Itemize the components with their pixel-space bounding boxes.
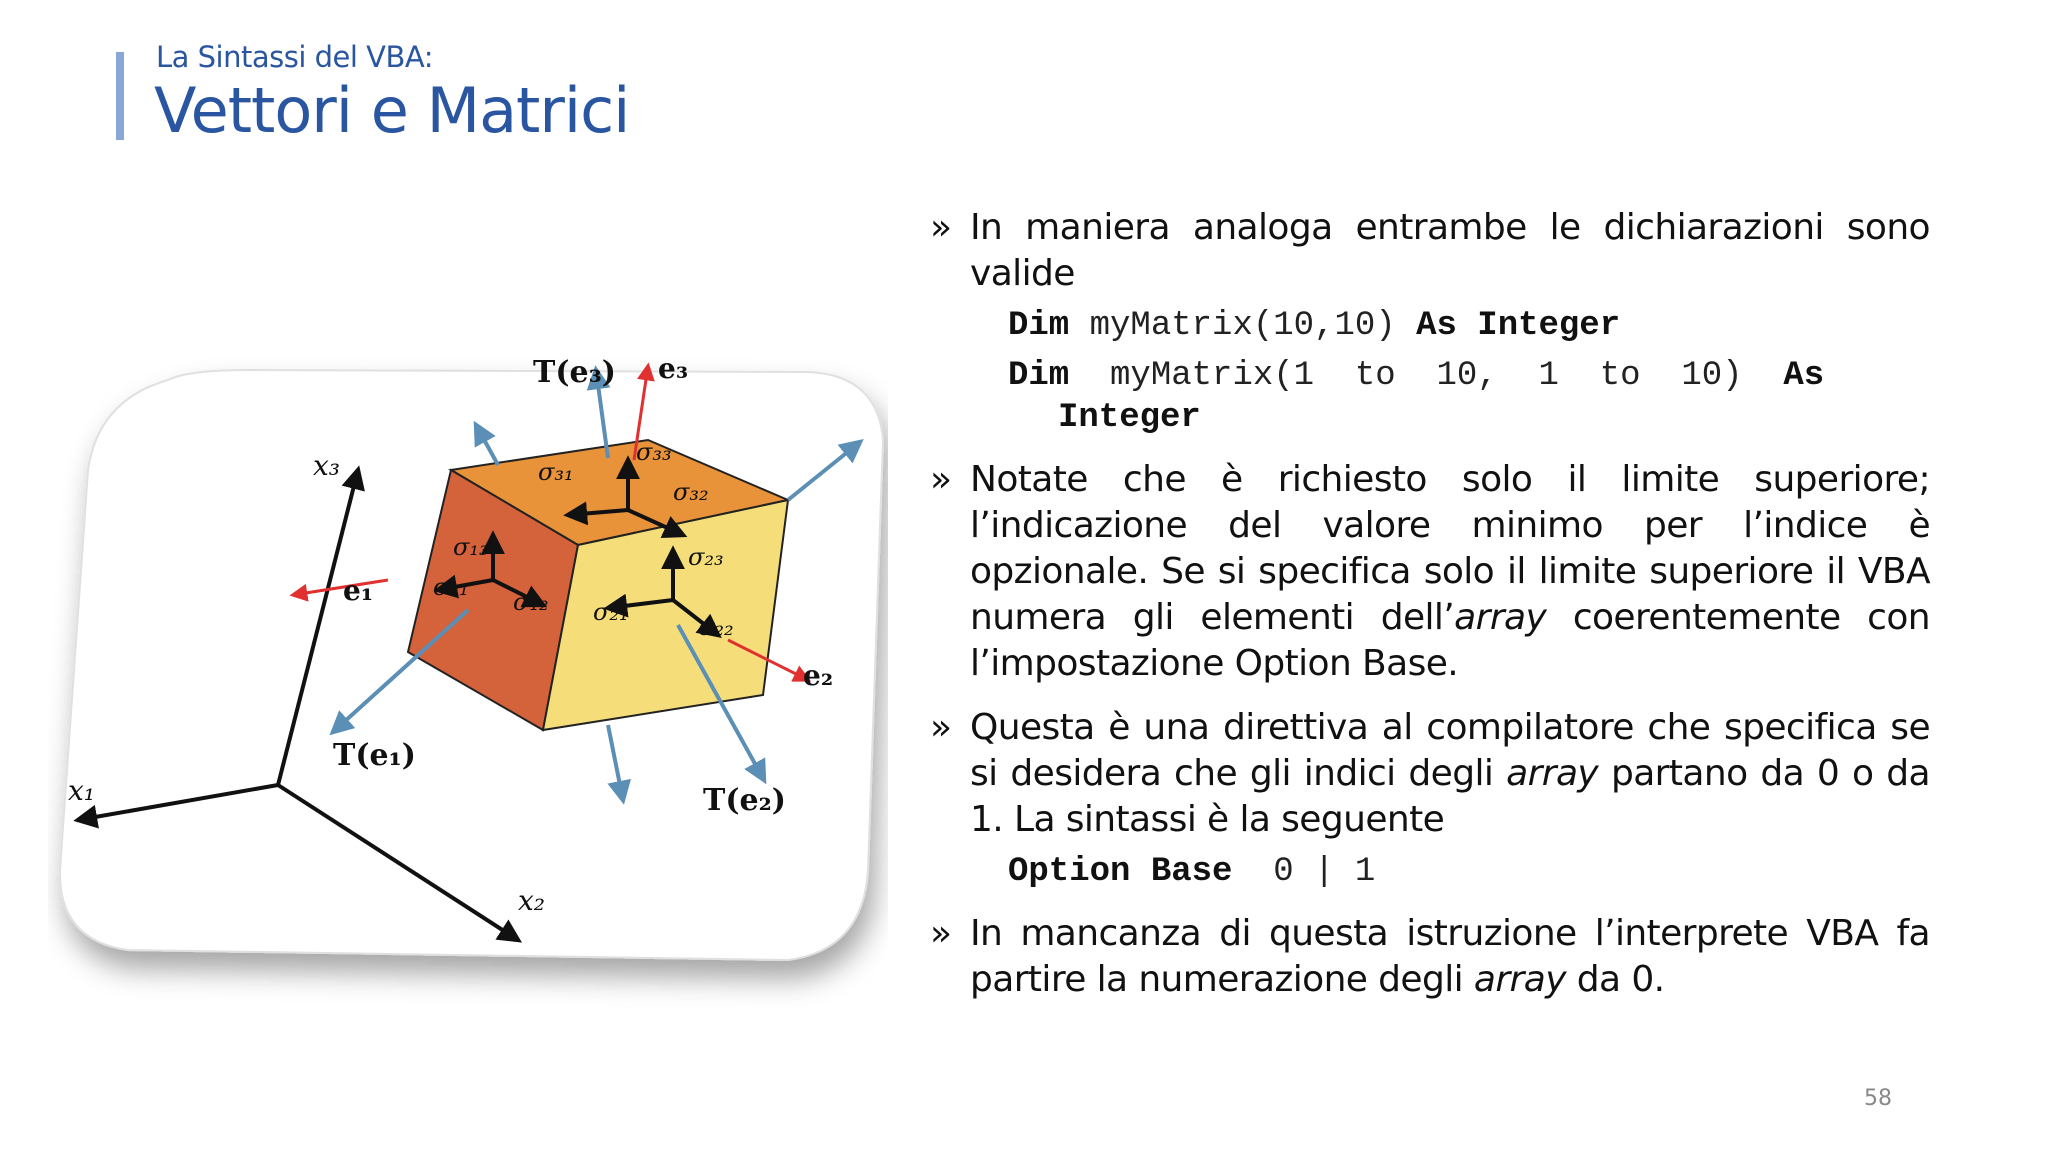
bullet-2-text-end: coerentemente con l’impostazione Option Base. — [970, 597, 1930, 684]
label-t-e3: T(e₃) — [533, 355, 616, 390]
bullet-3 — [930, 705, 1930, 843]
label-e2: e₂ — [803, 659, 834, 692]
label-s33: σ₃₃ — [636, 438, 672, 466]
code-keyword: Dim — [1008, 307, 1070, 345]
code-line-1 — [930, 305, 1930, 347]
slide-title: Vettori e Matrici — [154, 74, 630, 147]
label-x2: x₂ — [518, 884, 546, 917]
slide-content — [930, 205, 1930, 1003]
label-s21: σ₂₁ — [593, 598, 629, 626]
bullet-4 — [930, 911, 1930, 1003]
bullet-marker: » — [930, 707, 952, 748]
stress-tensor-diagram — [48, 350, 888, 1010]
title-accent-bar — [116, 52, 124, 140]
label-e1: e₁ — [343, 574, 374, 607]
label-s31: σ₃₁ — [538, 458, 574, 486]
code-keyword: Integer — [1058, 399, 1201, 437]
label-s23: σ₂₃ — [688, 543, 724, 571]
label-t-e2: T(e₂) — [703, 783, 786, 818]
code-line-3 — [930, 851, 1930, 893]
bullet-2-text: Notate che è richiesto solo il limite superiore; l’indicazione del valore minimo per l’indice è opzionale. Se si specifica solo il limite superiore il VBA numera gli elementi dell’ — [970, 459, 1930, 638]
bullet-3-text-end: partano da 0 o da 1. La sintassi è la seguente — [970, 753, 1930, 840]
label-s32: σ₃₂ — [673, 478, 709, 506]
label-x1: x₁ — [68, 774, 96, 807]
code-keyword: Option Base — [1008, 853, 1233, 891]
bullet-2-emph: array — [1454, 597, 1547, 638]
stress-tensor-figure — [48, 350, 888, 1010]
label-s12: σ₁₂ — [513, 588, 549, 616]
code-keyword: As Integer — [1416, 307, 1621, 345]
bullet-marker: » — [930, 913, 952, 954]
label-s22: σ₂₂ — [698, 613, 734, 641]
bullet-3-emph: array — [1506, 753, 1599, 794]
label-t-e1: T(e₁) — [333, 738, 416, 773]
code-text: myMatrix(10,10) — [1069, 307, 1417, 345]
bullet-3-text: Questa è una direttiva al compilatore che specifica se si desidera che gli indici degli — [970, 707, 1930, 794]
bullet-1 — [930, 205, 1930, 297]
bullet-1-text: In maniera analoga entrambe le dichiarazioni sono valide — [970, 207, 1930, 294]
label-e3: e₃ — [658, 352, 689, 385]
label-s13: σ₁₃ — [453, 533, 489, 561]
code-keyword: As — [1783, 357, 1825, 395]
bullet-4-text: In mancanza di questa istruzione l’interprete VBA fa partire la numerazione degli — [970, 913, 1930, 1000]
code-line-2 — [930, 355, 1930, 439]
code-text: 0 | 1 — [1232, 853, 1376, 891]
bullet-4-emph: array — [1473, 959, 1566, 1000]
label-s11: σ₁₁ — [433, 573, 469, 601]
bullet-2 — [930, 457, 1930, 687]
bullet-4-text-end: da 0. — [1565, 959, 1665, 1000]
slide-subtitle: La Sintassi del VBA: — [156, 40, 433, 74]
label-x3: x₃ — [313, 449, 341, 482]
bullet-marker: » — [930, 459, 952, 500]
page-number: 58 — [1864, 1086, 1892, 1111]
bullet-marker: » — [930, 207, 952, 248]
code-keyword: Dim — [1008, 357, 1070, 395]
code-text: myMatrix(1 to 10, 1 to 10) — [1069, 357, 1784, 395]
